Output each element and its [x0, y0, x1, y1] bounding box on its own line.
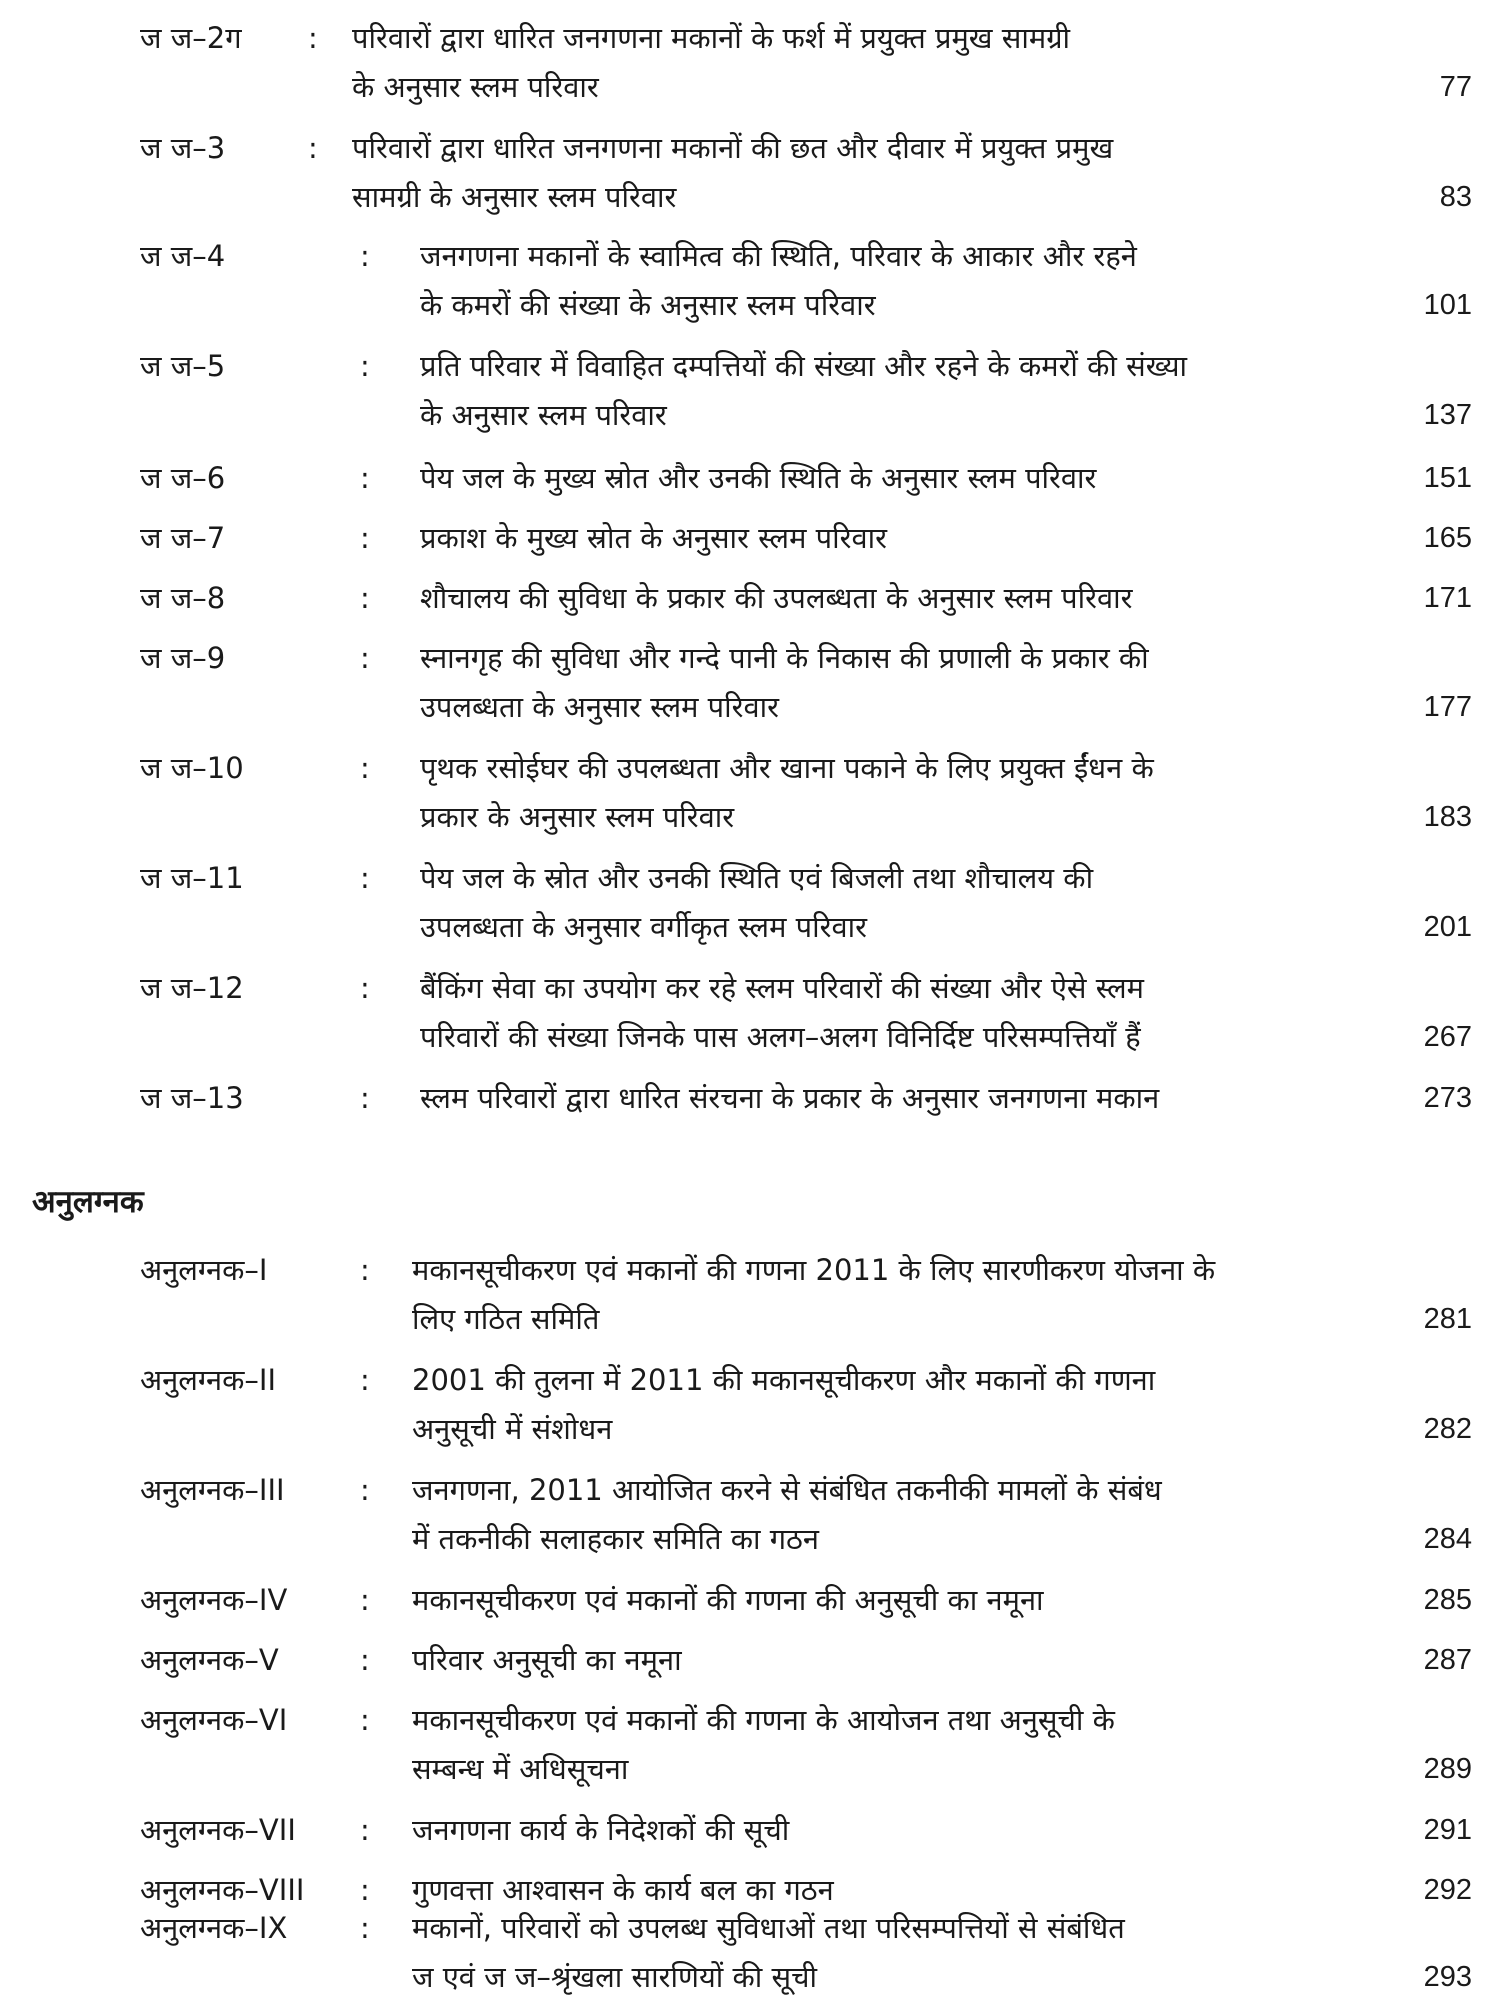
- page-number: 177: [1423, 691, 1472, 723]
- page-number: 282: [1423, 1413, 1472, 1445]
- description-line: ज एवं ज ज–श्रृंखला सारणियों की सूची: [412, 1960, 818, 1994]
- description-line: मकानों, परिवारों को उपलब्ध सुविधाओं तथा परिसम्पत्तियों से संबंधित: [412, 1911, 1125, 1945]
- annexure-code: अनुलग्नक–III: [140, 1473, 285, 1507]
- page-number: 291: [1423, 1814, 1472, 1846]
- annexure-colon: :: [360, 1911, 370, 1945]
- description-line: उपलब्धता के अनुसार वर्गीकृत स्लम परिवार: [420, 910, 867, 944]
- entry-colon: :: [360, 641, 370, 675]
- page-number: 183: [1423, 801, 1472, 833]
- entry-description: [352, 124, 1113, 222]
- description-line: गुणवत्ता आश्वासन के कार्य बल का गठन: [412, 1873, 834, 1907]
- page-number: 77: [1439, 71, 1472, 103]
- page-number: 292: [1423, 1874, 1472, 1906]
- page-number: 201: [1423, 911, 1472, 943]
- annexure-colon: :: [360, 1643, 370, 1677]
- entry-description: [420, 342, 1187, 440]
- toc-entry: [0, 448, 1500, 503]
- description-line: पेय जल के स्रोत और उनकी स्थिति एवं बिजली तथा शौचालय की: [420, 861, 1094, 895]
- description-line: सामग्री के अनुसार स्लम परिवार: [352, 180, 677, 214]
- description-line: स्नानगृह की सुविधा और गन्दे पानी के निकास की प्रणाली के प्रकार की: [420, 641, 1149, 675]
- annexure-description: [412, 1356, 1155, 1454]
- description-line: परिवारों द्वारा धारित जनगणना मकानों के फर्श में प्रयुक्त प्रमुख सामग्री: [352, 21, 1071, 55]
- description-line: बैंकिंग सेवा का उपयोग कर रहे स्लम परिवारों की संख्या और ऐसे स्लम: [420, 971, 1144, 1005]
- description-line: जनगणना, 2011 आयोजित करने से संबंधित तकनीकी मामलों के संबंध: [412, 1473, 1162, 1507]
- annexure-colon: :: [360, 1873, 370, 1907]
- toc-entry: [0, 226, 1500, 326]
- annexure-entry: [0, 1240, 1500, 1340]
- description-line: अनुसूची में संशोधन: [412, 1412, 613, 1446]
- toc-entry: [0, 8, 1500, 108]
- annexure-description: [412, 1904, 1125, 2002]
- entry-description: [420, 854, 1093, 952]
- description-line: परिवारों की संख्या जिनके पास अलग–अलग विनिर्दिष्ट परिसम्पत्तियाँ हैं: [420, 1020, 1141, 1054]
- entry-colon: :: [308, 21, 318, 55]
- description-line: के कमरों की संख्या के अनुसार स्लम परिवार: [420, 288, 876, 322]
- entry-colon: :: [360, 521, 370, 555]
- entry-code: ज ज–2ग: [140, 21, 242, 55]
- toc-entry: [0, 958, 1500, 1058]
- annexure-colon: :: [360, 1473, 370, 1507]
- annexure-code: अनुलग्नक–I: [140, 1253, 268, 1287]
- annexure-description: [412, 1466, 1162, 1564]
- entry-colon: :: [308, 131, 318, 165]
- entry-code: ज ज–3: [140, 131, 226, 165]
- annexure-entry: [0, 1460, 1500, 1560]
- annexure-description: [412, 1806, 789, 1855]
- description-line: शौचालय की सुविधा के प्रकार की उपलब्धता के अनुसार स्लम परिवार: [420, 581, 1133, 615]
- description-line: प्रति परिवार में विवाहित दम्पत्तियों की संख्या और रहने के कमरों की संख्या: [420, 349, 1188, 383]
- description-line: जनगणना कार्य के निदेशकों की सूची: [412, 1813, 790, 1847]
- description-line: मकानसूचीकरण एवं मकानों की गणना की अनुसूची का नमूना: [412, 1583, 1044, 1617]
- page-number: 165: [1423, 522, 1472, 554]
- annexure-entry: [0, 1350, 1500, 1450]
- annexure-colon: :: [360, 1253, 370, 1287]
- description-line: के अनुसार स्लम परिवार: [352, 70, 599, 104]
- entry-description: [420, 514, 887, 563]
- annexure-description: [412, 1246, 1215, 1344]
- description-line: स्लम परिवारों द्वारा धारित संरचना के प्रकार के अनुसार जनगणना मकान: [420, 1081, 1160, 1115]
- page-number: 267: [1423, 1021, 1472, 1053]
- annexure-entry: [0, 1630, 1500, 1685]
- entry-code: ज ज–12: [140, 971, 244, 1005]
- description-line: प्रकाश के मुख्य स्रोत के अनुसार स्लम परिवार: [420, 521, 887, 555]
- entry-code: ज ज–5: [140, 349, 226, 383]
- description-line: जनगणना मकानों के स्वामित्व की स्थिति, परिवार के आकार और रहने: [420, 239, 1137, 273]
- description-line: उपलब्धता के अनुसार स्लम परिवार: [420, 690, 780, 724]
- entry-colon: :: [360, 581, 370, 615]
- toc-entry: [0, 1068, 1500, 1123]
- entry-colon: :: [360, 461, 370, 495]
- annexure-description: [412, 1696, 1115, 1794]
- entry-code: ज ज–7: [140, 521, 226, 555]
- page-number: 83: [1439, 181, 1472, 213]
- entry-colon: :: [360, 1081, 370, 1115]
- annexure-entry: [0, 1690, 1500, 1790]
- page-number: 137: [1423, 399, 1472, 431]
- entry-description: [420, 454, 1096, 503]
- annexure-entry: [0, 1570, 1500, 1625]
- annexure-code: अनुलग्नक–VI: [140, 1703, 288, 1737]
- annexure-description: [412, 1636, 682, 1685]
- entry-description: [420, 964, 1144, 1062]
- toc-entry: [0, 738, 1500, 838]
- entry-code: ज ज–6: [140, 461, 226, 495]
- description-line: सम्बन्ध में अधिसूचना: [412, 1752, 629, 1786]
- entry-code: ज ज–10: [140, 751, 244, 785]
- annexure-code: अनुलग्नक–IV: [140, 1583, 288, 1617]
- entry-colon: :: [360, 349, 370, 383]
- annexure-heading: अनुलग्नक: [32, 1184, 144, 1220]
- toc-entry: [0, 336, 1500, 436]
- entry-colon: :: [360, 861, 370, 895]
- toc-entry: [0, 508, 1500, 563]
- entry-colon: :: [360, 751, 370, 785]
- page-number: 289: [1423, 1753, 1472, 1785]
- entry-description: [420, 232, 1137, 330]
- annexure-code: अनुलग्नक–V: [140, 1643, 279, 1677]
- description-line: पेय जल के मुख्य स्रोत और उनकी स्थिति के अनुसार स्लम परिवार: [420, 461, 1097, 495]
- entry-description: [420, 574, 1133, 623]
- description-line: पृथक रसोईघर की उपलब्धता और खाना पकाने के लिए प्रयुक्त ईंधन के: [420, 751, 1154, 785]
- page-number: 101: [1423, 289, 1472, 321]
- page-number: 171: [1423, 582, 1472, 614]
- entry-code: ज ज–8: [140, 581, 226, 615]
- description-line: 2001 की तुलना में 2011 की मकानसूचीकरण और मकानों की गणना: [412, 1363, 1156, 1397]
- page-number: 273: [1423, 1082, 1472, 1114]
- annexure-code: अनुलग्नक–VIII: [140, 1873, 305, 1907]
- page-number: 287: [1423, 1644, 1472, 1676]
- entry-code: ज ज–13: [140, 1081, 244, 1115]
- toc-entry: [0, 848, 1500, 948]
- annexure-colon: :: [360, 1583, 370, 1617]
- toc-entry: [0, 118, 1500, 218]
- page-number: 293: [1423, 1961, 1472, 1993]
- entry-description: [420, 744, 1154, 842]
- entry-description: [420, 1074, 1159, 1123]
- entry-code: ज ज–9: [140, 641, 226, 675]
- toc-entry: [0, 568, 1500, 623]
- annexure-entry: [0, 1800, 1500, 1855]
- annexure-code: अनुलग्नक–IX: [140, 1911, 288, 1945]
- description-line: परिवारों द्वारा धारित जनगणना मकानों की छत और दीवार में प्रयुक्त प्रमुख: [352, 131, 1114, 165]
- description-line: परिवार अनुसूची का नमूना: [412, 1643, 682, 1677]
- annexure-description: [412, 1576, 1044, 1625]
- description-line: मकानसूचीकरण एवं मकानों की गणना 2011 के लिए सारणीकरण योजना के: [412, 1253, 1216, 1287]
- annexure-entry: [0, 1898, 1500, 1998]
- entry-code: ज ज–11: [140, 861, 244, 895]
- annexure-code: अनुलग्नक–II: [140, 1363, 277, 1397]
- annexure-code: अनुलग्नक–VII: [140, 1813, 296, 1847]
- annexure-colon: :: [360, 1703, 370, 1737]
- entry-description: [420, 634, 1149, 732]
- page-number: 281: [1423, 1303, 1472, 1335]
- annexure-colon: :: [360, 1813, 370, 1847]
- description-line: मकानसूचीकरण एवं मकानों की गणना के आयोजन तथा अनुसूची के: [412, 1703, 1115, 1737]
- description-line: लिए गठित समिति: [412, 1302, 600, 1336]
- entry-code: ज ज–4: [140, 239, 226, 273]
- entry-colon: :: [360, 239, 370, 273]
- description-line: में तकनीकी सलाहकार समिति का गठन: [412, 1522, 819, 1556]
- page-number: 151: [1423, 462, 1472, 494]
- toc-entry: [0, 628, 1500, 728]
- entry-colon: :: [360, 971, 370, 1005]
- entry-description: [352, 14, 1070, 112]
- page-number: 285: [1423, 1584, 1472, 1616]
- annexure-colon: :: [360, 1363, 370, 1397]
- page-number: 284: [1423, 1523, 1472, 1555]
- description-line: के अनुसार स्लम परिवार: [420, 398, 667, 432]
- description-line: प्रकार के अनुसार स्लम परिवार: [420, 800, 735, 834]
